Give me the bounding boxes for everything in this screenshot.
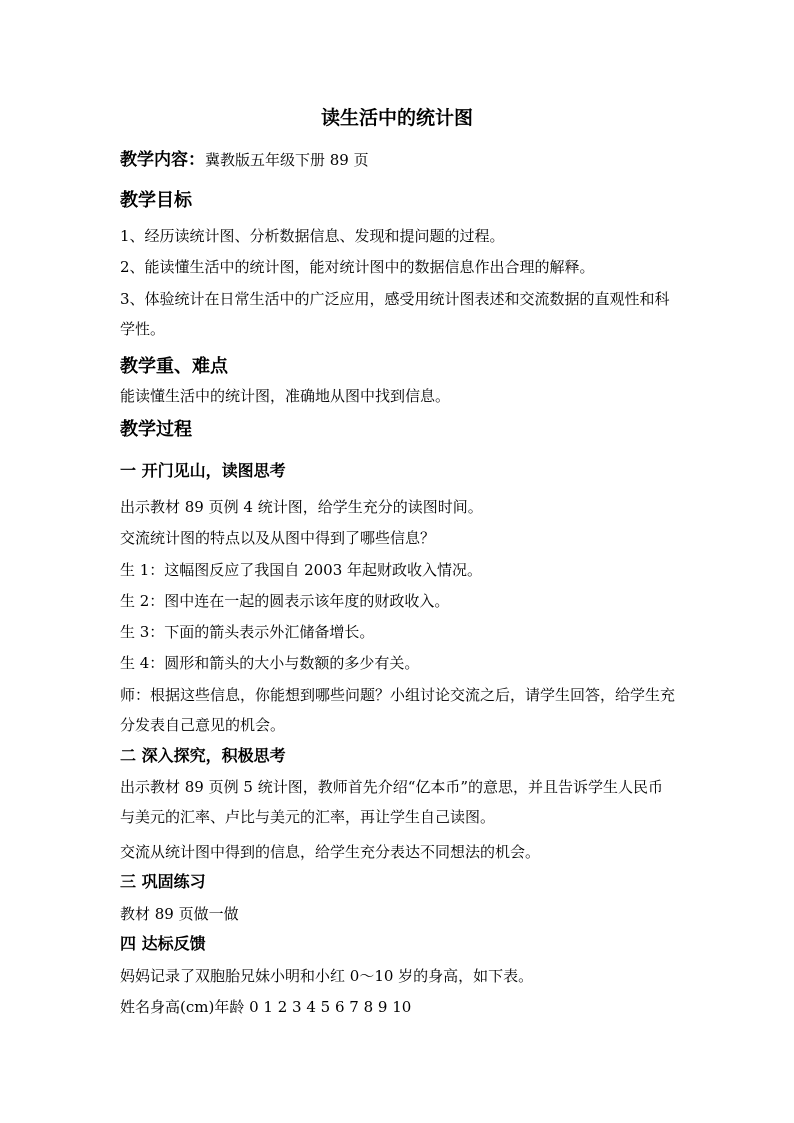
height-table-header: 姓名身高(cm)年龄 0 1 2 3 4 5 6 7 8 9 10	[120, 998, 412, 1016]
section2-heading: 二 深入探究，积极思考	[120, 746, 286, 765]
key-points-heading: 教学重、难点	[120, 356, 228, 377]
process-heading: 教学过程	[120, 419, 192, 440]
section1-line: 生 1：这幅图反应了我国自 2003 年起财政收入情况。	[120, 561, 483, 579]
objective-item: 1、经历读统计图、分析数据信息、发现和提问题的过程。	[120, 227, 505, 245]
section2-line: 出示教材 89 页例 5 统计图，教师首先介绍“亿本币”的意思，并且告诉学生人民币与美元的汇率、卢比与美元的汇率，再让学生自己读图。	[120, 778, 664, 826]
section1-heading: 一 开门见山，读图思考	[120, 461, 286, 480]
section1-line: 交流统计图的特点以及从图中得到了哪些信息？	[120, 529, 436, 547]
section2-line: 交流从统计图中得到的信息，给学生充分表达不同想法的机会。	[120, 843, 541, 861]
key-points-text: 能读懂生活中的统计图，准确地从图中找到信息。	[120, 387, 451, 405]
section1-line: 生 3：下面的箭头表示外汇储备增长。	[120, 623, 375, 641]
section3-heading: 三 巩固练习	[120, 872, 206, 891]
teaching-content-line	[120, 150, 369, 170]
section3-line: 教材 89 页做一做	[120, 905, 239, 923]
objectives-heading: 教学目标	[120, 190, 192, 211]
section1-line: 师：根据这些信息，你能想到哪些问题？小组讨论交流之后，请学生回答，给学生充分发表自己意见的机会。	[120, 686, 676, 734]
objective-item: 3、体验统计在日常生活中的广泛应用，感受用统计图表述和交流数据的直观性和科学性。	[120, 290, 670, 338]
section1-line: 生 2：图中连在一起的圆表示该年度的财政收入。	[120, 592, 450, 610]
document-title: 读生活中的统计图	[320, 107, 473, 129]
section4-line: 妈妈记录了双胞胎兄妹小明和小红 0～10 岁的身高，如下表。	[120, 967, 534, 985]
section4-heading: 四 达标反馈	[120, 934, 206, 953]
section1-line: 出示教材 89 页例 4 统计图，给学生充分的读图时间。	[120, 498, 483, 516]
teaching-content-label: 教学内容：	[120, 150, 205, 170]
objective-item: 2、能读懂生活中的统计图，能对统计图中的数据信息作出合理的解释。	[120, 258, 595, 276]
section1-line: 生 4：圆形和箭头的大小与数额的多少有关。	[120, 654, 420, 672]
teaching-content-value: 冀教版五年级下册 89 页	[205, 151, 369, 169]
